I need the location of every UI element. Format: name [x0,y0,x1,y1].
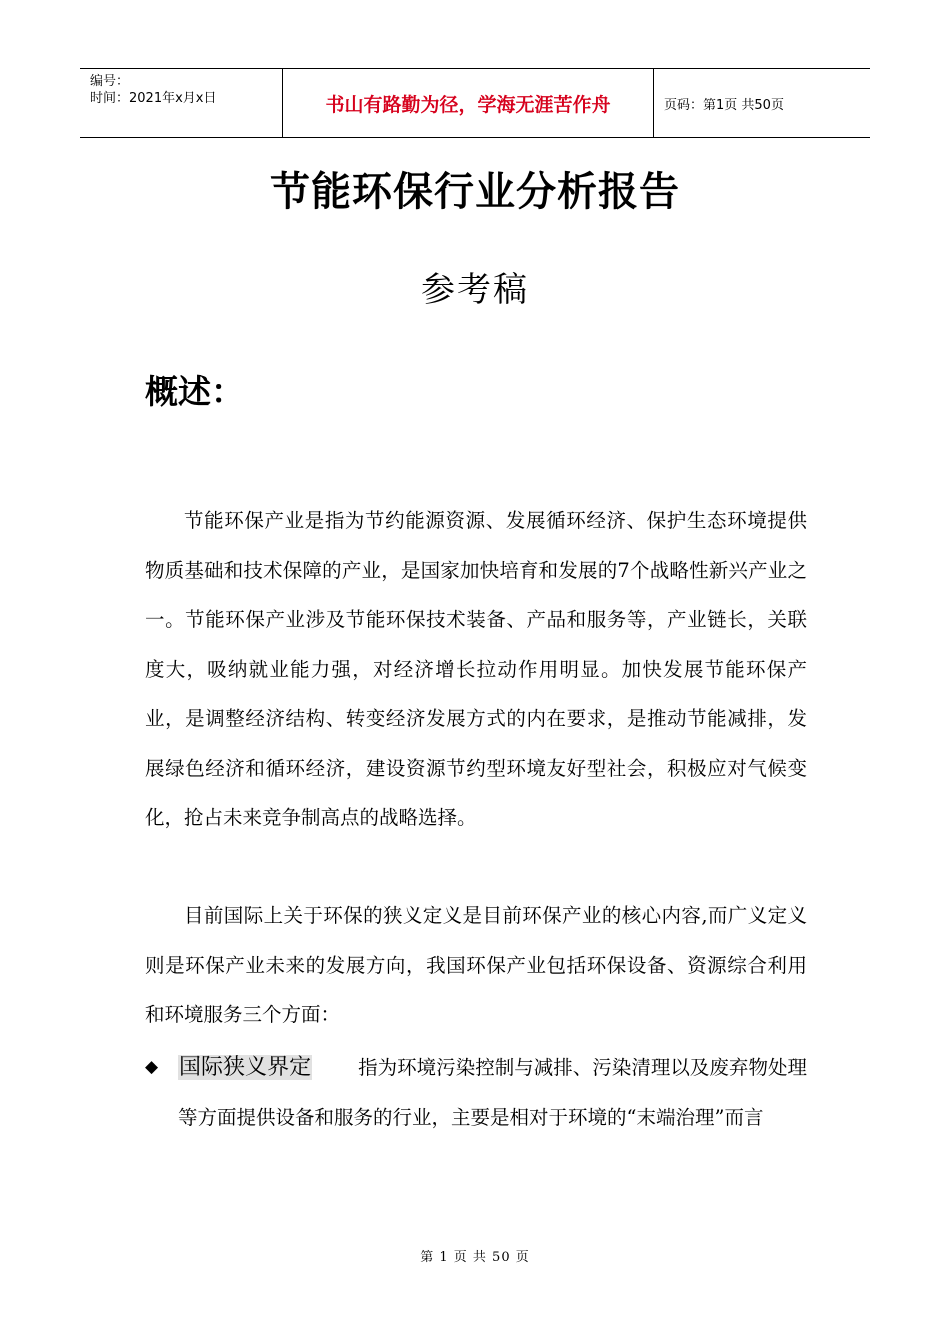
bullet-term: 国际狭义界定 [179,1055,312,1080]
section-heading: 概述： [145,372,244,411]
time-label: 时间：2021年x月x日 [90,91,217,106]
paragraph-1: 节能环保产业是指为节约能源资源、发展循环经济、保护生态环境提供物质基础和技术保障的产业，是国家加快培育和发展的7个战略性新兴产业之一。节能环保产业涉及节能环保技术装备、产品和服务等，产业链长，关联度大，吸纳就业能力强，对经济增长拉动作用明显。加快发展节能环保产业，是调整经济结构、转变经济发展方式的内在要求，是推动节能减排，发展绿色经济和循环经济，建设资源节约型环境友好型社会，积极应对气候变化，抢占未来竞争制高点的战略选择。 [145,509,807,829]
bullet-body [178,1043,807,1142]
bullet-text: 指为环境污染控制与减排、污染清理以及废弃物处理等方面提供设备和服务的行业，主要是相对于环境的“末端治理”而言 [178,1056,807,1129]
header-meta [80,69,282,137]
bullet-item [145,1043,807,1142]
header-motto: 书山有路勤为径，学海无涯苦作舟 [282,69,654,137]
header-table [80,68,870,138]
header-page-info: 页码：第1页 共50页 [664,97,784,113]
document-title: 节能环保行业分析报告 [270,169,680,215]
number-label: 编号： [90,74,130,89]
diamond-bullet-icon: ◆ [145,1057,159,1077]
document-subtitle: 参考稿 [421,270,529,310]
page-footer: 第 1 页 共 50 页 [420,1250,530,1265]
paragraph-2: 目前国际上关于环保的狭义定义是目前环保产业的核心内容,而广义定义则是环保产业未来的发展方向，我国环保产业包括环保设备、资源综合利用和环境服务三个方面： [145,904,807,1026]
